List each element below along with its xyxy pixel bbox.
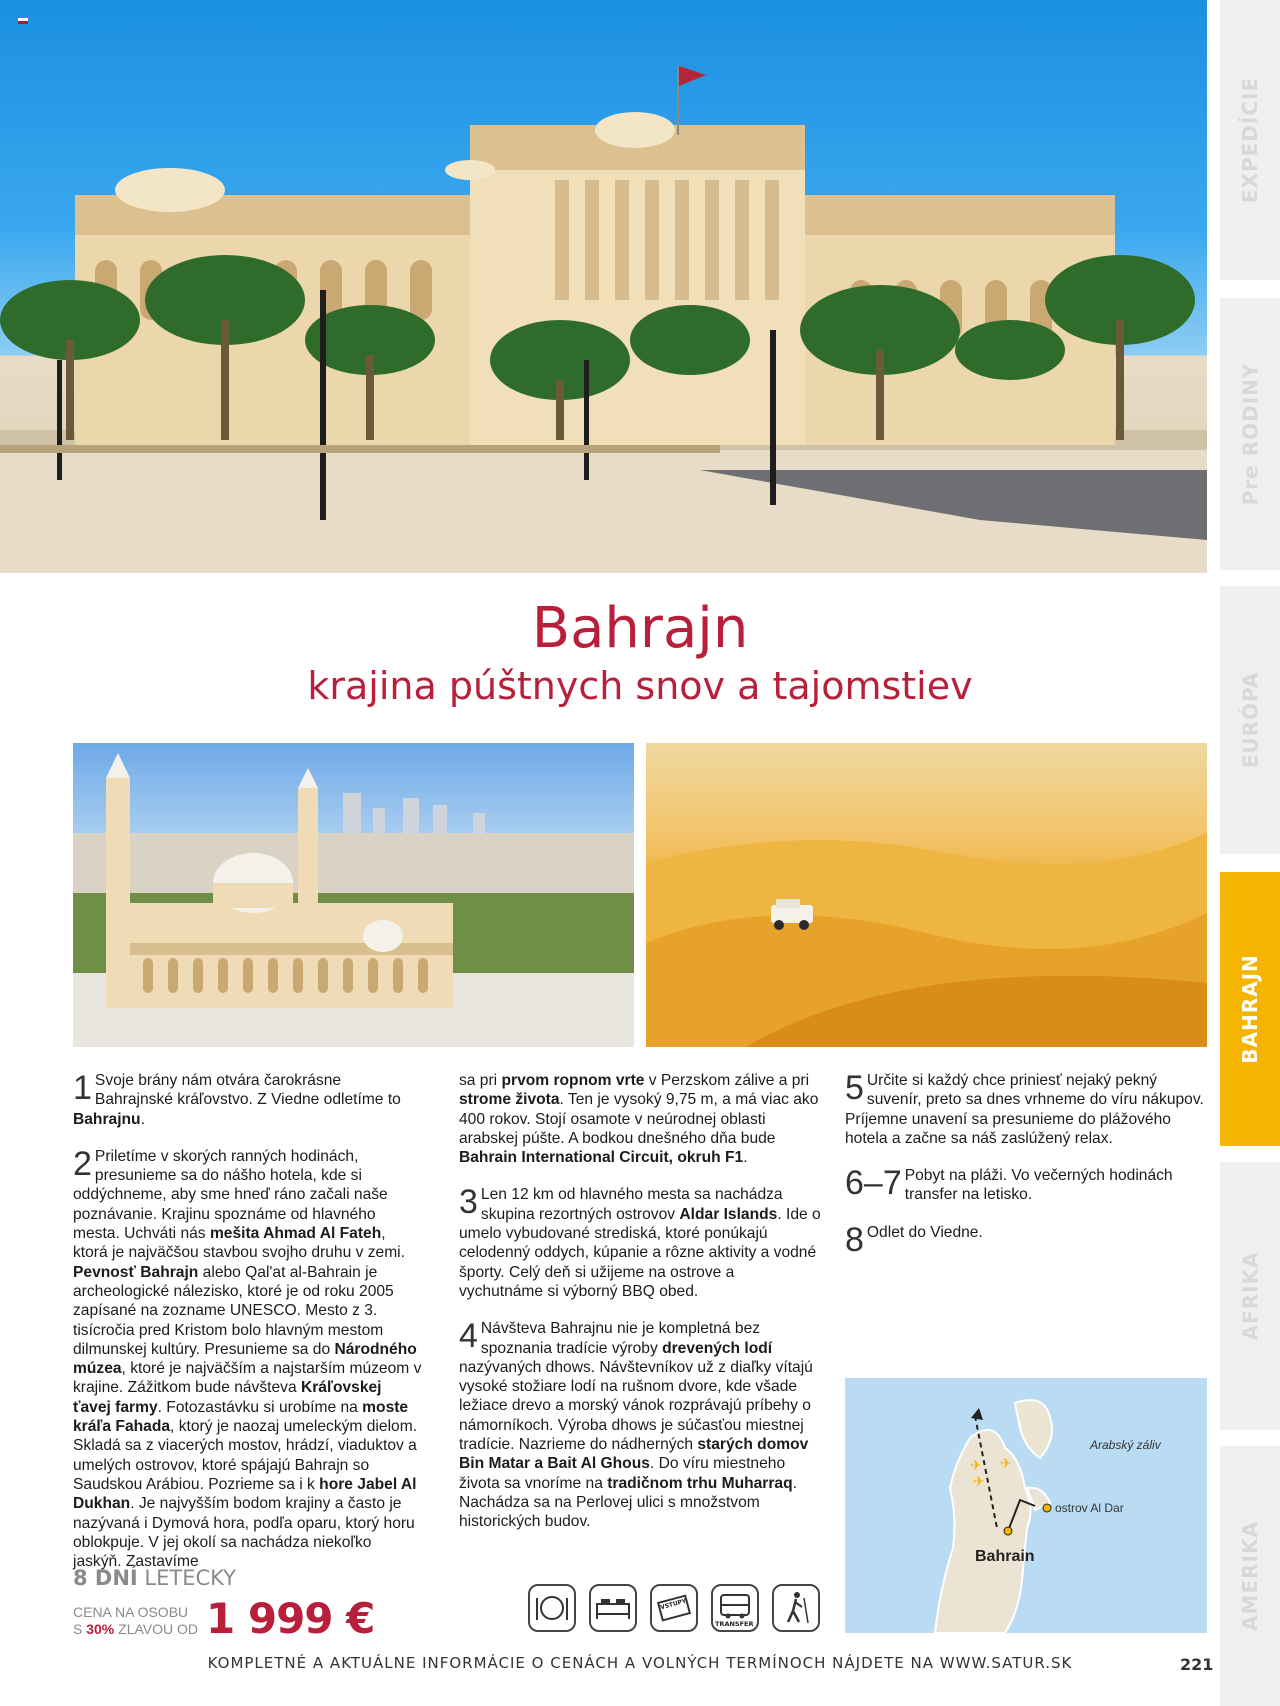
svg-text:✈: ✈ [973, 1474, 985, 1490]
day-number: 1 [73, 1069, 92, 1107]
day-number: 2 [73, 1144, 92, 1183]
itinerary-day-5: 5 Určite si každý chce priniesť nejaký pekný suvenír, preto sa dnes vrhneme do víru nákupov. Príjemne unavení sa presunieme do plážového hotela a začne sa náš zaslúžený relax. [845, 1069, 1204, 1147]
hero-photo-palace [0, 0, 1207, 573]
itinerary-day-6-7: 6–7 Pobyt na pláži. Vo večerných hodinách transfer na letisko. [845, 1164, 1173, 1204]
day-number: 3 [459, 1183, 478, 1222]
meal-icon [528, 1584, 576, 1632]
bus-icon: TRANSFER [711, 1584, 759, 1632]
day-number: 8 [845, 1220, 864, 1259]
itinerary-column-2 [459, 1071, 821, 1550]
photo-mosque [73, 743, 634, 1047]
itinerary-day-8: 8 Odlet do Viedne. [845, 1220, 983, 1259]
itinerary-column-3 [845, 1071, 1207, 1260]
footer-info: KOMPLETNÉ A AKTUÁLNE INFORMÁCIE O CENÁCH A VOLNÝCH TERMÍNOCH NÁJDETE NA WWW.SATUR.SK [207, 1654, 1073, 1672]
price-value: 1 999 € [206, 1594, 375, 1643]
map-label-country: Bahrain [975, 1548, 1035, 1565]
map-label-sea: Arabský záliv [1090, 1438, 1161, 1452]
map-bahrain [845, 1378, 1207, 1633]
page-number: 221 [1180, 1655, 1214, 1674]
itinerary-day-4: 4 Návšteva Bahrajnu nie je kompletná bez spoznania tradície výroby drevených lodí nazývaných dhows. Návštevníkov už z diaľky vítajú vysoké stožiare lodí na rušnom dvore, kde všade ležiace drevo a morský vánok rozprávajú príbehy o námorníkoch. Výroba dhows je súčasťou miestnej tradície. Nazrieme do nádherných starých domov Bin Matar a Bait Al Ghous. Do víru miestneho života sa vnoríme na tradičnom trhu Muharraq. Nachádza sa na Perlovej ulici s množstvom historických budov. [459, 1317, 813, 1531]
itinerary-day-3: 3 Len 12 km od hlavného mesta sa nachádza skupina rezortných ostrovov Aldar Islands. Ide o umelo vybudované strediská, ktoré ponúkajú celodenný oddych, kúpanie a rôzne aktivity a vodné športy. Celý deň si užijeme na ostrove a vychutnáme si výborný BBQ obed. [459, 1183, 821, 1300]
ticket-icon: VSTUPY [650, 1584, 698, 1632]
itinerary-day-1: 1 Svoje brány nám otvára čarokrásne Bahrajnské kráľovstvo. Z Viedne odletíme to Bahrajnu. [73, 1069, 401, 1128]
day-number: 5 [845, 1069, 864, 1107]
trip-duration: 8 DNÍ LETECKY [73, 1566, 237, 1590]
desert-illustration [646, 743, 1207, 1047]
mosque-illustration [73, 743, 634, 1047]
tab-amerika[interactable]: AMERIKA [1220, 1446, 1280, 1706]
price-caption: CENA NA OSOBU S 30% ZLAVOU OD [73, 1604, 199, 1637]
tab-bahrajn[interactable]: BAHRAJN [1220, 872, 1280, 1146]
palace-illustration [0, 0, 1207, 573]
day-number: 6–7 [845, 1164, 902, 1203]
hiking-icon [772, 1584, 820, 1632]
itinerary-day-2-cont: sa pri prvom ropnom vrte v Perzskom zálive a pri strome života. Ten je vysoký 9,75 m, a má viac ako 400 rokov. Stojí osamote v neúrodnej oblasti arabskej púšte. A bodkou dnešného dňa bude Bahrain International Circuit, okruh F1. [459, 1072, 819, 1167]
page-title: Bahrajn [531, 596, 749, 661]
tab-europa[interactable]: EURÓPA [1220, 586, 1280, 854]
bed-icon [589, 1584, 637, 1632]
tab-pre-rodiny[interactable]: Pre RODINY [1220, 298, 1280, 570]
day-number: 4 [459, 1317, 478, 1356]
photo-desert [646, 743, 1207, 1047]
tab-afrika[interactable]: AFRIKA [1220, 1162, 1280, 1430]
flag-mark-icon [18, 18, 28, 24]
svg-text:✈: ✈ [1000, 1456, 1012, 1472]
map-label-island: ostrov Al Dar [1055, 1501, 1124, 1515]
svg-text:✈: ✈ [970, 1458, 982, 1474]
itinerary-day-2: 2 Priletíme v skorých ranných hodinách, presunieme sa do nášho hotela, kde si oddýchneme, aby sme hneď ráno začali naše poznávanie. Krajinu spoznáme od hlavného mesta. Uchváti nás mešita Ahmad Al Fateh, ktorá je najväčšou stavbou svojho druhu v zemi. Pevnosť Bahrajn alebo Qal'at al-Bahrain je archeologické nálezisko, ktoré je od roku 2005 zapísané na zozname UNESCO. Mesto z 3. tisícročia pred Kristom bolo hlavným mestom dilmunskej kultúry. Presunieme sa do Národného múzea, ktoré je najväčším a najstarším múzeom v krajine. Zážitkom bude návšteva Kráľovskej ťavej farmy. Fotozastávku si urobíme na moste kráľa Fahada, ktorý je naozaj umeleckým dielom. Skladá sa z viacerých mostov, hrádzí, viaduktov a umelých ostrovov, ktoré spájajú Bahrajn so Saudskou Arábiou. Pozrieme sa i k hore Jabel Al Dukhan. Je najvyšším bodom krajiny a často je nazývaná i Dymová hora, podľa oparu, ktorý horu oblokpuje. V jej okolí sa nachádza niekoľko jaskýň. Zastavíme [73, 1144, 422, 1571]
page-subtitle: krajina púštnych snov a tajomstiev [307, 664, 973, 708]
tab-expedicie[interactable]: EXPEDÍCIE [1220, 0, 1280, 280]
itinerary-column-1 [73, 1071, 423, 1589]
map-illustration [845, 1378, 1207, 1633]
